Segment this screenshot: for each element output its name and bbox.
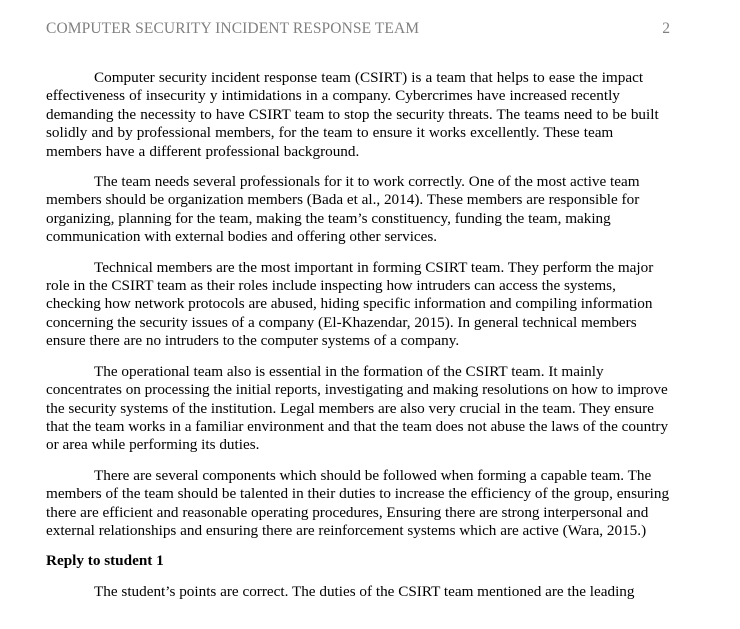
running-head-title: COMPUTER SECURITY INCIDENT RESPONSE TEAM	[46, 20, 420, 37]
paragraph-operational-team: The operational team also is essential in the formation of the CSIRT team. It mainly concentrates on processing the initial reports, investigating and making resolutions on how to improve the security systems of the institution. Legal members are also very crucial in the team. They ensure that the team works in a familiar environment and that the team does not abuse the laws of the country or area while performing its duties.	[46, 362, 669, 454]
document-body	[46, 69, 672, 601]
paragraph-technical-members: Technical members are the most important in forming CSIRT team. They perform the major role in the CSIRT team as their roles include inspecting how intruders can access the systems, checking how network protocols are abused, hiding specific information and compiling information concerning the security issues of a company (El-Khazendar, 2015). In general technical members ensure there are no intruders to the computer systems of a company.	[46, 258, 654, 350]
page-number: 2	[662, 20, 670, 37]
paragraph-reply: The student’s points are correct. The duties of the CSIRT team mentioned are the leading	[94, 582, 635, 600]
paragraph-organization-members: The team needs several professionals for it to work correctly. One of the most active team members should be organization members (Bada et al., 2014). These members are responsible for organizing, planning for the team, making the team’s constituency, funding the team, making communication with external bodies and offering other services.	[46, 173, 640, 246]
paragraph-components: There are several components which should be followed when forming a capable team. The members of the team should be talented in their duties to increase the efficiency of the group, ensuring there are efficient and reasonable operating procedures, Ensuring there are strong interpersonal and external relationships and ensuring there are reinforcement systems which are active (Wara, 2015.)	[46, 466, 670, 539]
running-head	[46, 20, 672, 42]
section-heading: Reply to student 1	[46, 552, 164, 570]
paragraph-intro: Computer security incident response team (CSIRT) is a team that helps to ease the impact effectiveness of insecurity y intimidations in a company. Cybercrimes have increased recently demanding the necessity to have CSIRT team to stop the security threats. The teams need to be built solidly and by professional members, for the team to ensure it works excellently. These team members have a different professional background.	[46, 69, 659, 160]
